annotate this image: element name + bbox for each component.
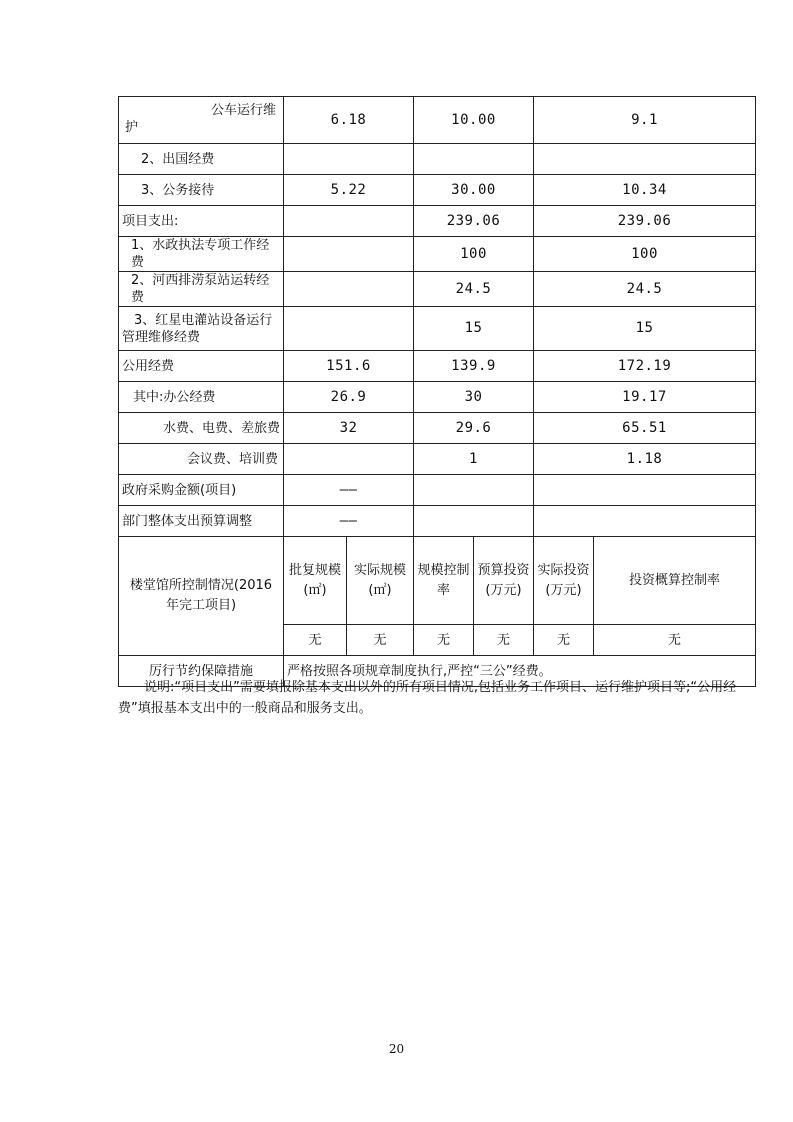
building-header-investment-control-rate: 投资概算控制率 xyxy=(594,537,756,625)
row-label: 其中:办公经费 xyxy=(119,382,284,413)
row-value-1: 5.22 xyxy=(284,175,414,206)
table-row xyxy=(119,144,756,175)
row-value-1 xyxy=(284,307,414,351)
row-label: 部门整体支出预算调整 xyxy=(119,506,284,537)
row-value-3: 19.17 xyxy=(534,382,756,413)
row-value-2: 10.00 xyxy=(414,97,534,144)
building-value-actual-scale: 无 xyxy=(347,625,414,656)
row-value-1: 6.18 xyxy=(284,97,414,144)
row-value-2: 24.5 xyxy=(414,272,534,307)
building-header-actual-scale: 实际规模(㎡) xyxy=(347,537,414,625)
row-value-1 xyxy=(284,206,414,237)
row-value-1: —— xyxy=(284,475,414,506)
row-value-1 xyxy=(284,237,414,272)
building-control-header-row xyxy=(119,537,756,625)
table-row xyxy=(119,506,756,537)
row-label: 2、河西排涝泵站运转经费 xyxy=(119,272,284,307)
row-label: 公用经费 xyxy=(119,351,284,382)
building-control-label: 楼堂馆所控制情况(2016 年完工项目) xyxy=(119,537,284,656)
row-value-3 xyxy=(534,506,756,537)
row-label: 会议费、培训费 xyxy=(119,444,284,475)
row-value-3: 15 xyxy=(534,307,756,351)
row-value-3: 24.5 xyxy=(534,272,756,307)
row-value-1: 26.9 xyxy=(284,382,414,413)
table-row xyxy=(119,382,756,413)
row-label: 项目支出: xyxy=(119,206,284,237)
building-value-scale-control-rate: 无 xyxy=(414,625,474,656)
row-value-3: 10.34 xyxy=(534,175,756,206)
row-label: 3、公务接待 xyxy=(119,175,284,206)
table-row xyxy=(119,444,756,475)
table-row xyxy=(119,307,756,351)
building-header-approved-scale: 批复规模(㎡) xyxy=(284,537,347,625)
row-label: 公车运行维护 xyxy=(119,97,284,144)
table-row xyxy=(119,206,756,237)
page-number: 20 xyxy=(388,1042,405,1056)
row-value-1: 32 xyxy=(284,413,414,444)
table-row xyxy=(119,97,756,144)
row-value-1 xyxy=(284,444,414,475)
row-value-1: —— xyxy=(284,506,414,537)
frugal-measures-label: 厉行节约保障措施 xyxy=(119,656,284,687)
row-value-1 xyxy=(284,272,414,307)
building-value-approved-scale: 无 xyxy=(284,625,347,656)
row-value-3: 9.1 xyxy=(534,97,756,144)
budget-table xyxy=(118,96,756,687)
row-value-2 xyxy=(414,506,534,537)
row-label: 2、出国经费 xyxy=(119,144,284,175)
row-value-2: 15 xyxy=(414,307,534,351)
building-header-actual-investment: 实际投资(万元) xyxy=(534,537,594,625)
row-label: 1、水政执法专项工作经费 xyxy=(119,237,284,272)
row-value-2: 139.9 xyxy=(414,351,534,382)
row-value-2: 239.06 xyxy=(414,206,534,237)
building-header-scale-control-rate: 规模控制率 xyxy=(414,537,474,625)
row-label: 政府采购金额(项目) xyxy=(119,475,284,506)
row-value-3: 239.06 xyxy=(534,206,756,237)
row-value-1 xyxy=(284,144,414,175)
row-value-2 xyxy=(414,475,534,506)
building-value-budget-investment: 无 xyxy=(474,625,534,656)
row-value-3 xyxy=(534,475,756,506)
table-row xyxy=(119,272,756,307)
row-label: 3、红星电灌站设备运行管理维修经费 xyxy=(119,307,284,351)
row-value-3: 65.51 xyxy=(534,413,756,444)
row-value-2: 100 xyxy=(414,237,534,272)
table-row xyxy=(119,175,756,206)
row-value-3: 172.19 xyxy=(534,351,756,382)
row-value-2: 1 xyxy=(414,444,534,475)
row-value-1: 151.6 xyxy=(284,351,414,382)
building-value-actual-investment: 无 xyxy=(534,625,594,656)
row-value-2: 30.00 xyxy=(414,175,534,206)
row-label: 水费、电费、差旅费 xyxy=(119,413,284,444)
row-value-2: 29.6 xyxy=(414,413,534,444)
explanation-note: 说明:“项目支出”需要填报除基本支出以外的所有项目情况,包括业务工作项目、运行维护项目等;“公用经费”填报基本支出中的一般商品和服务支出。 xyxy=(118,680,737,716)
table-row xyxy=(119,475,756,506)
row-value-3 xyxy=(534,144,756,175)
building-value-investment-control-rate: 无 xyxy=(594,625,756,656)
row-value-3: 1.18 xyxy=(534,444,756,475)
frugal-measures-text: 严格按照各项规章制度执行,严控“三公”经费。 xyxy=(284,656,756,687)
row-value-3: 100 xyxy=(534,237,756,272)
row-value-2 xyxy=(414,144,534,175)
row-value-2: 30 xyxy=(414,382,534,413)
table-row xyxy=(119,351,756,382)
table-row xyxy=(119,413,756,444)
table-row xyxy=(119,237,756,272)
building-header-budget-investment: 预算投资(万元) xyxy=(474,537,534,625)
